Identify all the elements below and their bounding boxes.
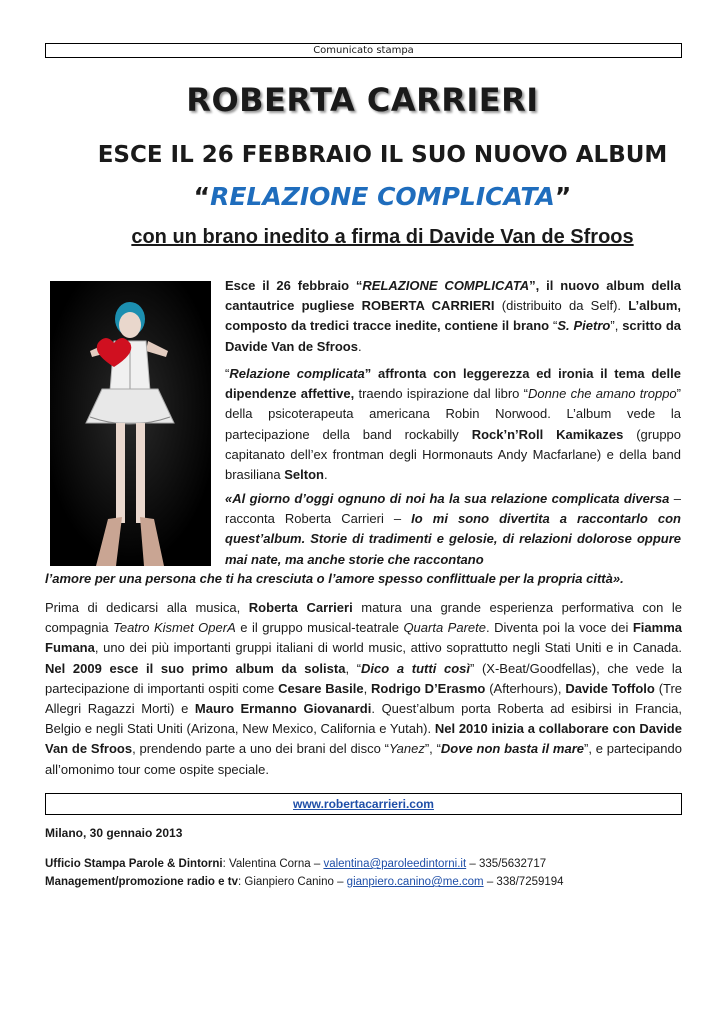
- email-link-press[interactable]: valentina@paroleedintorni.it: [323, 858, 467, 870]
- paragraph-theme: “Relazione complicata” affronta con leggerezza ed ironia il tema delle dipendenze affettive, traendo ispirazione dal libro “Donne che amano troppo” della psicoterapeuta americana Robin Norwood. L’album vede la partecipazione della band rockabilly Rock’n’Roll Kamikazes (gruppo capitanato dell’ex frontman degli Hormonauts Andy Macfarlane) e della band brasiliana Selton.: [225, 366, 682, 483]
- contact-press: Ufficio Stampa Parole & Dintorni: Valentina Corna – valentina@paroleedintorni.it – 335/5632717: [45, 858, 547, 870]
- singer-photo: [50, 281, 211, 566]
- paragraph-quote: «Al giorno d’oggi ognuno di noi ha la sua relazione complicata diversa – racconta Roberta Carrieri – Io mi sono divertita a raccontarlo con quest’album. Storie di tradimenti e gelosie, di relazioni dolorose oppure mai nate, ma anche storie che raccontano: [225, 491, 682, 567]
- press-release-label: [45, 43, 682, 58]
- email-link-management[interactable]: gianpiero.canino@me.com: [346, 876, 484, 888]
- subtitle-release: ESCE IL 26 FEBBRAIO IL SUO NUOVO ALBUM: [97, 142, 668, 168]
- album-title: RELAZIONE COMPLICATA: [210, 182, 555, 211]
- website-link[interactable]: www.robertacarrieri.com: [293, 797, 434, 811]
- press-release-text: Comunicato stampa: [313, 45, 414, 56]
- paragraph-intro: Esce il 26 febbraio “RELAZIONE COMPLICATA”, il nuovo album della cantautrice pugliese ROBERTA CARRIERI (distribuito da Self). L’album, composto da tredici tracce inedite, contiene il brano “S. Pietro”, scritto da Davide Van de Sfroos.: [225, 278, 682, 354]
- quote-close: ”: [554, 182, 572, 211]
- page-title: ROBERTA CARRIERI: [186, 81, 539, 119]
- website-box: [45, 793, 682, 815]
- contact-management: Management/promozione radio e tv: Gianpiero Canino – gianpiero.canino@me.com – 338/7259194: [45, 876, 564, 888]
- subtitle-album: [0, 180, 725, 214]
- quote-open: “: [193, 182, 211, 211]
- subtitle-song: con un brano inedito a firma di Davide Van de Sfroos: [131, 226, 634, 248]
- paragraph-biography: Prima di dedicarsi alla musica, Roberta Carrieri matura una grande esperienza performativa con le compagnia Teatro Kismet OperA e il gruppo musical-teatrale Quarta Parete. Diventa poi la voce dei Fiamma Fumana, uno dei più importanti gruppi italiani di world music, attivo soprattutto negli Stati Uniti e in Canada. Nel 2009 esce il suo primo album da solista, “Dico a tutti così” (X-Beat/Goodfellas), che vede la partecipazione di importanti ospiti come Cesare Basile, Rodrigo D’Erasmo (Afterhours), Davide Toffolo (Tre Allegri Ragazzi Morti) e Mauro Ermanno Giovanardi. Quest’album porta Roberta ad esibirsi in Francia, Belgio e negli Stati Uniti (Arizona, New Mexico, California e Yutah). Nel 2010 inizia a collaborare con Davide Van de Sfroos, prendendo parte a uno dei brani del disco “Yanez”, “Dove non basta il mare”, e partecipando all’omonimo tour come ospite speciale.: [45, 600, 683, 777]
- paragraph-quote-end: l’amore per una persona che ti ha cresciuta o l’amore spesso conflittuale per la propria città».: [45, 571, 624, 586]
- release-date: Milano, 30 gennaio 2013: [45, 826, 183, 840]
